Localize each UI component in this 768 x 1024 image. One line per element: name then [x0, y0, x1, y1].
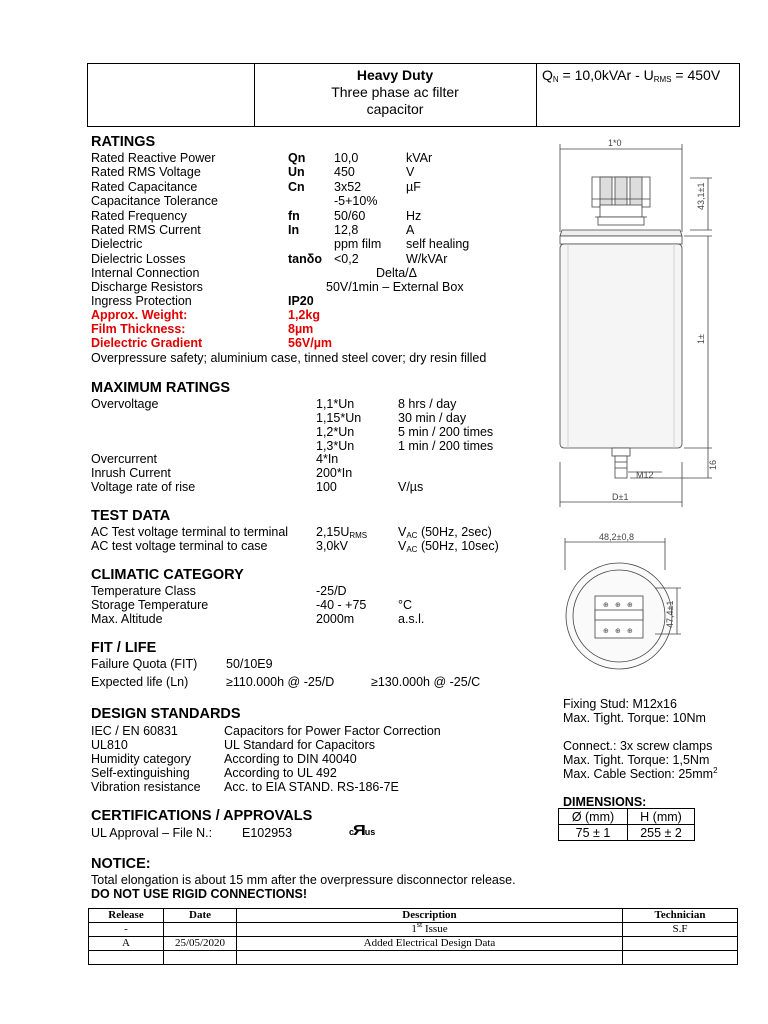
climatic-label: Temperature Class — [91, 584, 196, 598]
svg-text:⊕: ⊕ — [603, 601, 609, 609]
design-value: According to UL 492 — [224, 766, 337, 780]
rating-label: Rated Capacitance — [91, 179, 198, 194]
rev-header-date: Date — [164, 909, 237, 923]
rating-symbol: tanδo — [288, 251, 322, 266]
svg-text:⊕: ⊕ — [603, 627, 609, 635]
rev-release: A — [89, 937, 164, 951]
test-case-label: AC test voltage terminal to case — [91, 539, 268, 553]
rev-date: 25/05/2020 — [164, 937, 237, 951]
rev-header-release: Release — [89, 909, 164, 923]
rating-symbol: Qn — [288, 151, 306, 165]
dim-label-stud-height: 16 — [708, 459, 718, 470]
test-data-heading: TEST DATA — [91, 508, 171, 524]
design-label: Vibration resistance — [91, 780, 201, 794]
table-row — [89, 937, 738, 951]
fit-life-value-2: ≥130.000h @ -25/C — [371, 675, 481, 689]
rating-symbol: fn — [288, 208, 300, 223]
rating-unit: µF — [406, 179, 421, 194]
rating-label: Rated RMS Voltage — [91, 165, 201, 180]
rev-release: - — [89, 923, 164, 937]
climatic-heading: CLIMATIC CATEGORY — [91, 567, 244, 583]
dimensions-table — [558, 808, 695, 841]
ul-recognized-logo: cЯus — [349, 822, 376, 839]
rating-label: Dielectric Losses — [91, 251, 186, 266]
rating-value: ppm film — [334, 237, 382, 252]
dim-header-height: H (mm) — [628, 809, 695, 825]
dim-label-body-height: 1± — [696, 334, 706, 344]
discharge-label: Discharge Resistors — [91, 280, 203, 294]
rev-technician — [623, 937, 738, 951]
notice-text: Total elongation is about 15 mm after the overpressure disconnector release. — [91, 873, 516, 887]
test-terminal-condition: $V_{AC}$ (50Hz, 2sec) — [398, 525, 492, 540]
ingress-label: Ingress Protection — [91, 294, 192, 308]
climatic-label: Storage Temperature — [91, 598, 209, 612]
rating-unit: V — [406, 165, 415, 180]
overvoltage-value: 1,15*Un — [316, 411, 362, 425]
design-label: Humidity category — [91, 752, 192, 766]
rating-unit: A — [406, 223, 415, 237]
rating-label: Dielectric — [91, 237, 143, 252]
rev-date — [164, 951, 237, 965]
inrush-label: Inrush Current — [91, 466, 171, 480]
test-case-condition: $V_{AC}$ (50Hz, 10sec) — [398, 539, 499, 554]
rev-technician: S.F — [623, 923, 738, 937]
overcurrent-label: Overcurrent — [91, 452, 157, 466]
test-case-value: 3,0kV — [316, 539, 348, 553]
fit-life-value-1: ≥110.000h @ -25/D — [226, 675, 335, 689]
climatic-value: -40 - +75 — [316, 598, 367, 612]
table-row — [89, 923, 738, 937]
discharge-value: 50V/1min – External Box — [326, 280, 464, 294]
rating-symbol: In — [288, 223, 300, 237]
ul-approval-label: UL Approval – File N.: — [91, 826, 213, 840]
overvoltage-value: 1,2*Un — [316, 425, 355, 439]
overvoltage-label: Overvoltage — [91, 397, 159, 411]
notice-warning: DO NOT USE RIGID CONNECTIONS! — [91, 887, 307, 901]
climatic-unit: a.s.l. — [398, 612, 425, 626]
rise-unit: V/µs — [398, 480, 424, 494]
header-subtitle-2: capacitor — [366, 101, 424, 117]
rating-label: Rated Reactive Power — [91, 151, 216, 165]
revision-table — [88, 908, 738, 965]
max-ratings-heading: MAXIMUM RATINGS — [91, 380, 231, 396]
dim-label-cap-height: 43,1±1 — [696, 182, 706, 210]
design-label: Self-extinguishing — [91, 766, 190, 780]
rating-value: 12,8 — [334, 223, 359, 237]
connect-info: Connect.: 3x screw clamps — [563, 739, 713, 753]
rating-symbol: Cn — [288, 179, 305, 194]
ratings-heading: RATINGS — [91, 134, 156, 150]
dim-value-height: 255 ± 2 — [628, 825, 695, 841]
rev-technician — [623, 951, 738, 965]
gradient-value: 56V/µm — [288, 336, 333, 350]
svg-text:⊕: ⊕ — [627, 601, 633, 609]
rev-release — [89, 951, 164, 965]
header-rating: $Q_N$ = 10,0kVAr - $U_{RMS} = 450V$ — [542, 67, 721, 84]
internal-connection-label: Internal Connection — [91, 266, 200, 280]
rating-value: <0,2 — [334, 251, 359, 266]
design-label: UL810 — [91, 738, 128, 752]
overvoltage-duration: 1 min / 200 times — [398, 439, 494, 453]
dim-label-top: 1*0 — [608, 138, 622, 148]
dim-value-diameter: 75 ± 1 — [559, 825, 628, 841]
ingress-value: IP20 — [288, 294, 314, 308]
table-row — [89, 951, 738, 965]
overvoltage-value: 1,1*Un — [316, 397, 355, 411]
rise-label: Voltage rate of rise — [91, 480, 196, 494]
climatic-label: Max. Altitude — [91, 612, 163, 626]
rating-unit: W/kVAr — [406, 251, 448, 266]
rev-header-technician: Technician — [623, 909, 738, 923]
rating-unit: Hz — [406, 208, 422, 223]
climatic-unit: °C — [398, 598, 413, 612]
design-value: Acc. to EIA STAND. RS-186-7E — [224, 780, 399, 794]
rev-description — [237, 951, 623, 965]
weight-value: 1,2kg — [288, 308, 320, 322]
rating-value: 50/60 — [334, 208, 366, 223]
overvoltage-duration: 30 min / day — [398, 411, 467, 425]
fit-quota-label: Failure Quota (FIT) — [91, 657, 198, 671]
inrush-value: 200*In — [316, 466, 353, 480]
rating-value: 10,0 — [334, 151, 359, 165]
rev-description: Added Electrical Design Data — [237, 937, 623, 951]
dim-label-stud: M12 — [636, 470, 654, 480]
tight-torque-stud: Max. Tight. Torque: 10Nm — [563, 711, 706, 725]
header-box — [87, 63, 740, 127]
overvoltage-duration: 8 hrs / day — [398, 397, 457, 411]
rating-label: Capacitance Tolerance — [91, 194, 218, 209]
header-subtitle-1: Three phase ac filter — [331, 84, 459, 100]
internal-connection-value: Delta/Δ — [376, 266, 418, 280]
overcurrent-value: 4*In — [316, 452, 339, 466]
fit-life-label: Expected life (Ln) — [91, 675, 189, 689]
design-value: Capacitors for Power Factor Correction — [224, 724, 441, 738]
gradient-label: Dielectric Gradient — [91, 336, 203, 350]
rating-symbol: Un — [288, 165, 305, 180]
film-value: 8µm — [288, 322, 314, 336]
cert-heading: CERTIFICATIONS / APPROVALS — [91, 808, 313, 824]
rating-value: 3x52 — [334, 179, 362, 194]
dimensions-heading: DIMENSIONS: — [563, 795, 647, 809]
svg-text:⊕: ⊕ — [627, 627, 633, 635]
header-title-cell — [254, 64, 537, 126]
rev-description: 1st Issue — [237, 923, 623, 937]
fit-heading: FIT / LIFE — [91, 640, 157, 656]
notice-heading: NOTICE: — [91, 856, 151, 872]
test-terminal-value: $2,15U_{RMS}$ — [316, 525, 368, 540]
svg-text:⊕: ⊕ — [615, 627, 621, 635]
overpressure-note: Overpressure safety; aluminium case, tinned steel cover; dry resin filled — [91, 351, 487, 365]
climatic-value: -25/D — [316, 584, 347, 598]
design-label: IEC / EN 60831 — [91, 724, 178, 738]
rating-label: Rated Frequency — [91, 208, 187, 223]
overvoltage-duration: 5 min / 200 times — [398, 425, 494, 439]
fit-quota-value: 50/10E9 — [226, 657, 273, 671]
design-value: UL Standard for Capacitors — [224, 738, 376, 752]
fixing-stud: Fixing Stud: M12x16 — [563, 697, 677, 711]
ul-approval-value: E102953 — [242, 826, 293, 840]
film-label: Film Thickness: — [91, 322, 186, 336]
capacitor-side-drawing — [540, 132, 740, 512]
capacitor-top-drawing — [555, 530, 685, 670]
rating-value: -5+10% — [334, 194, 378, 209]
header-rating-cell — [537, 64, 741, 126]
rev-header-description: Description — [237, 909, 623, 923]
rating-unit: self healing — [406, 237, 470, 252]
dim-label-circle-width: 48,2±0,8 — [599, 532, 634, 542]
header-title: Heavy Duty — [356, 67, 434, 83]
dim-label-bottom: D±1 — [612, 492, 629, 502]
rating-unit: kVAr — [406, 151, 433, 165]
header-logo-cell — [88, 64, 255, 126]
rating-value: 450 — [334, 165, 355, 180]
rev-date — [164, 923, 237, 937]
cable-section: Max. Cable Section: $25mm^2$ — [563, 766, 718, 781]
overvoltage-value: 1,3*Un — [316, 439, 355, 453]
weight-label: Approx. Weight: — [91, 308, 188, 322]
dim-label-circle-height: 47,4±1 — [665, 600, 675, 628]
rise-value: 100 — [316, 480, 337, 494]
design-value: According to DIN 40040 — [224, 752, 357, 766]
test-terminal-label: AC Test voltage terminal to terminal — [91, 525, 289, 539]
svg-text:⊕: ⊕ — [615, 601, 621, 609]
design-heading: DESIGN STANDARDS — [91, 706, 241, 722]
dim-header-diameter: Ø (mm) — [559, 809, 628, 825]
climatic-value: 2000m — [316, 612, 355, 626]
tight-torque-clamp: Max. Tight. Torque: 1,5Nm — [563, 753, 710, 767]
rating-label: Rated RMS Current — [91, 223, 201, 237]
